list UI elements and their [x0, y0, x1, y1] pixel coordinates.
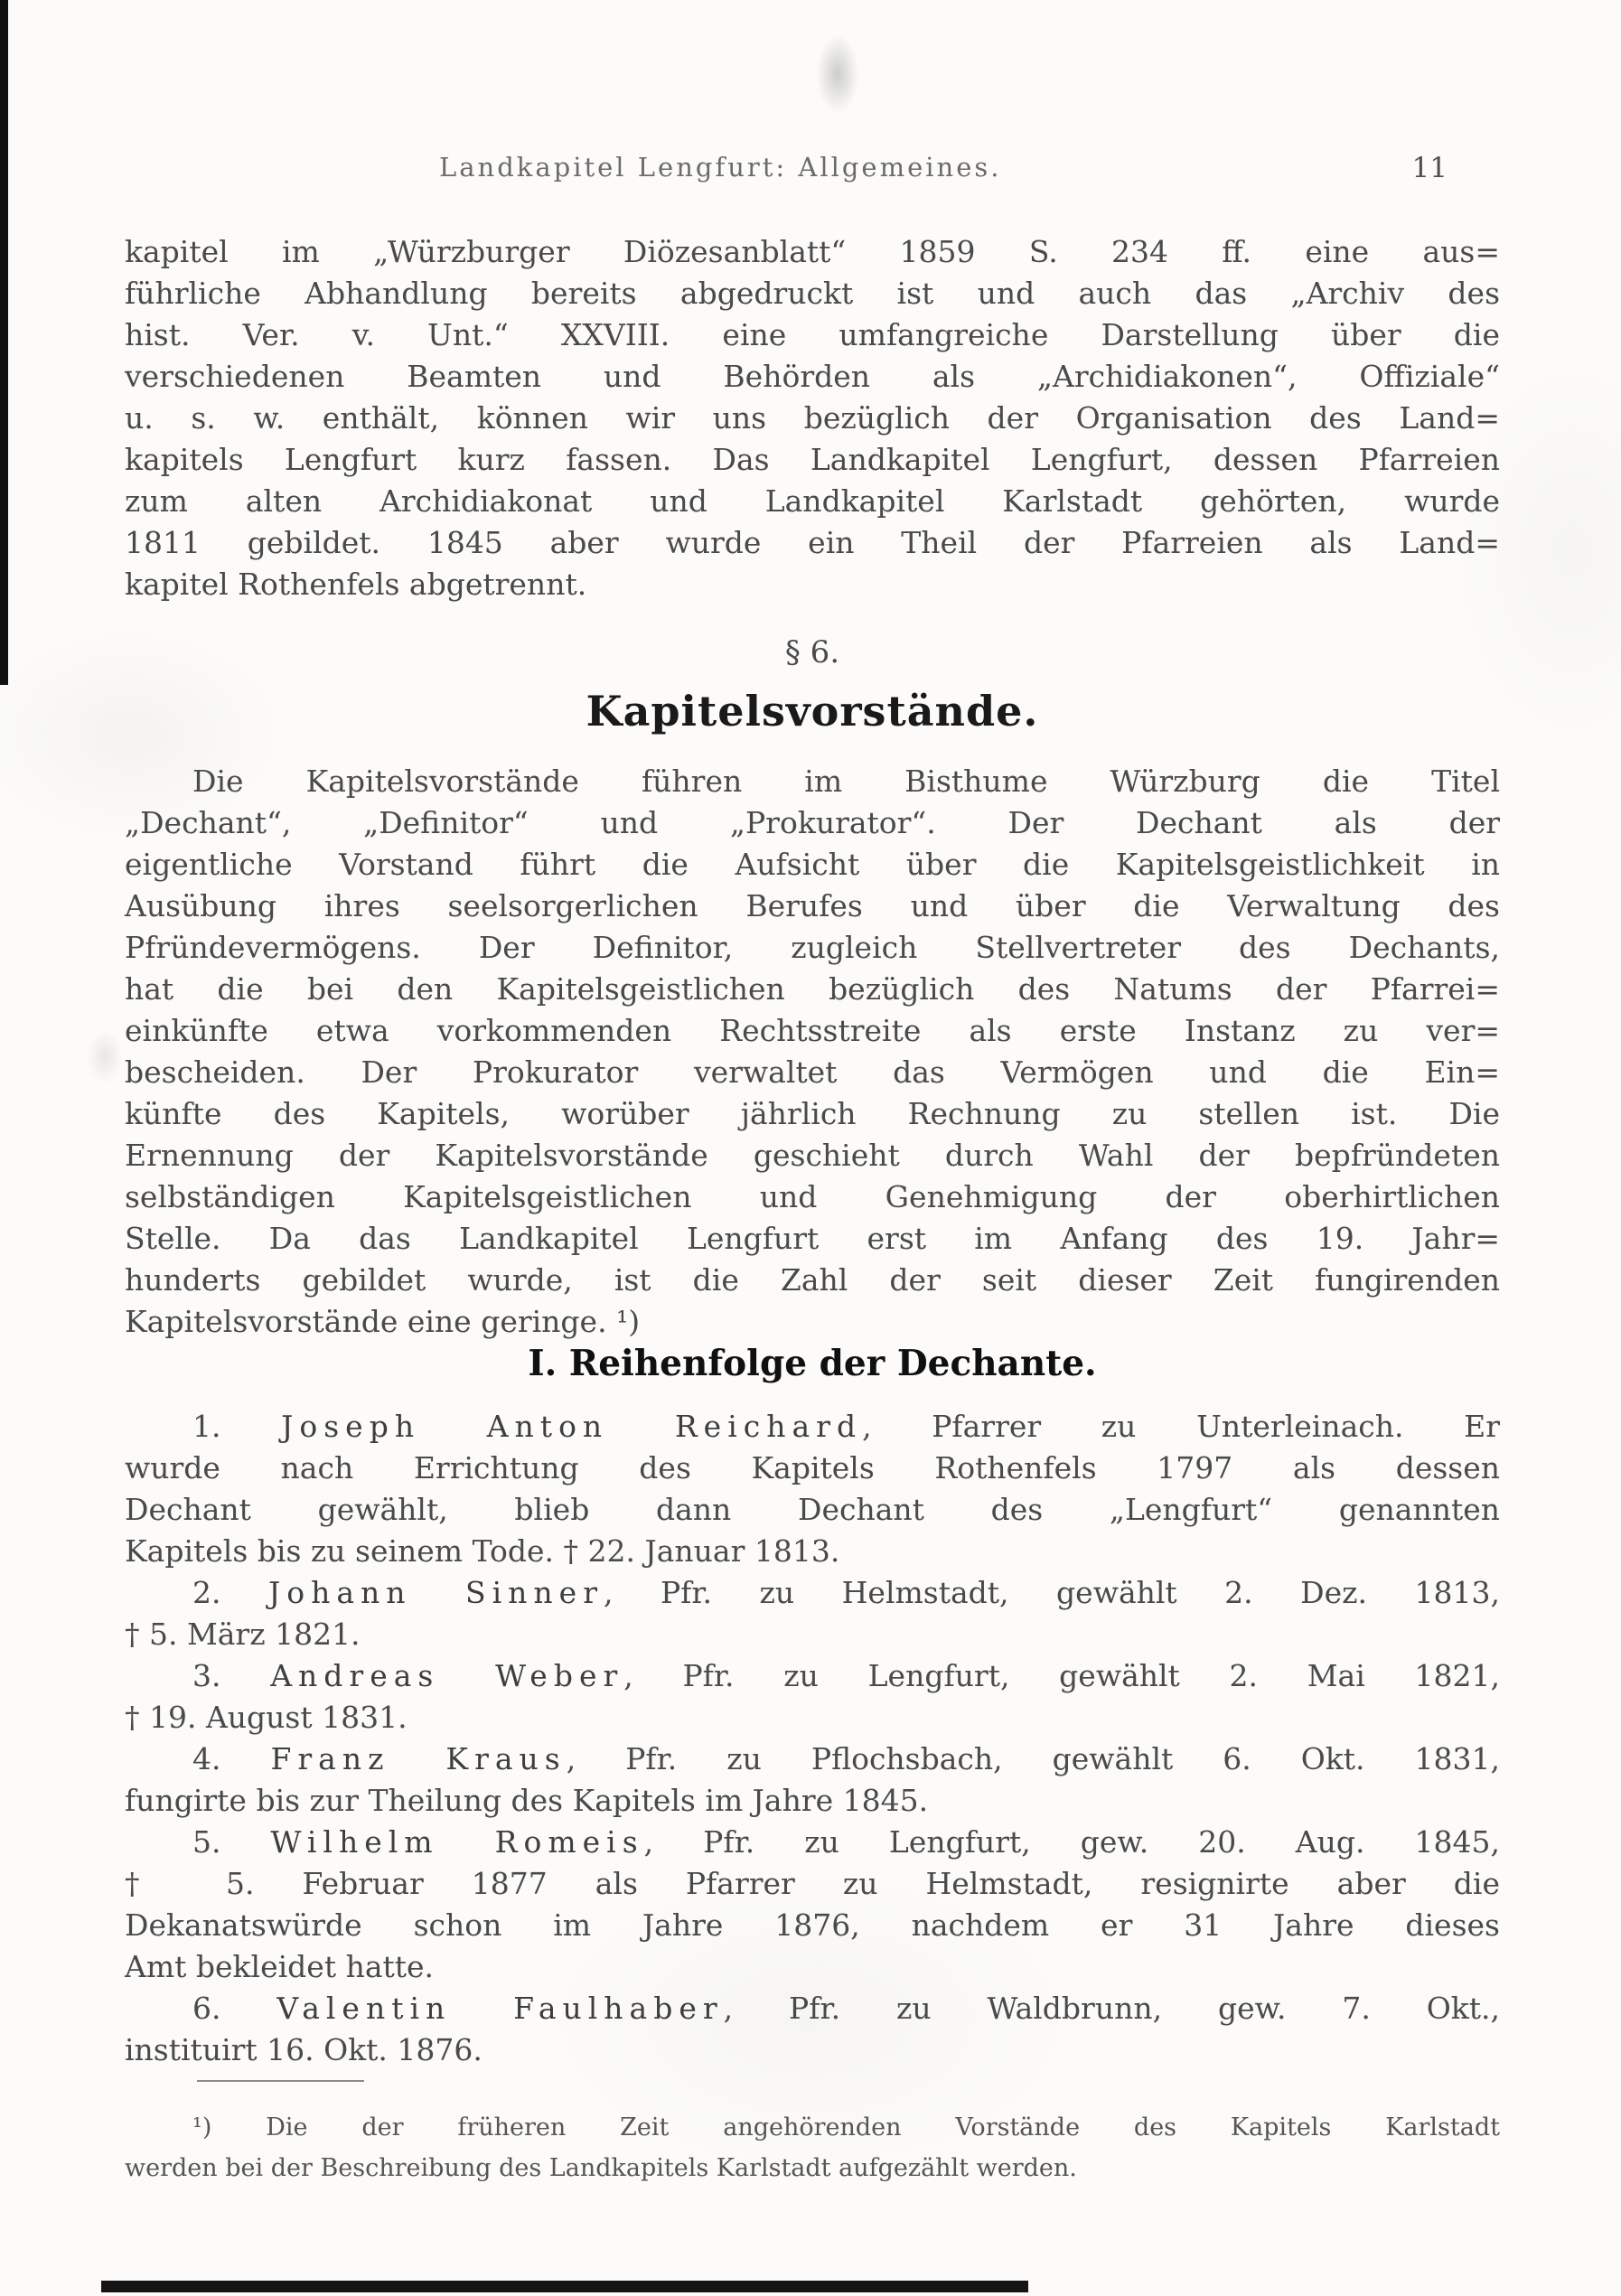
text-segment: hat die bei den Kapitelsgeistlichen bezüglich des Natums der Pfarrei= [125, 971, 1500, 1007]
footnote [125, 2107, 1500, 2188]
text-segment: Kapitelsvorstände eine geringe. ¹) [125, 1304, 641, 1339]
text-segment: , Pfr. zu Lengfurt, gewählt 2. Mai 1821, [623, 1658, 1500, 1693]
text-segment: 5. [192, 1824, 271, 1860]
text-segment: Die Kapitelsvorstände führen im Bisthume Würzburg die Titel [192, 764, 1500, 799]
text-segment: kapitel im „Würzburger Diözesanblatt“ 1859 S. 234 ff. eine aus= [125, 234, 1500, 269]
text-line [125, 314, 1500, 356]
text-line [125, 356, 1500, 398]
text-line [125, 273, 1500, 314]
person-name: Valentin Faulhaber [276, 1991, 724, 2026]
dechant-entry-6 [125, 1988, 1500, 2071]
text-line [125, 439, 1500, 481]
text-segment: 4. [192, 1741, 271, 1776]
text-segment: u. s. w. enthält, können wir uns bezüglich der Organisation des Land= [125, 400, 1500, 436]
text-segment: † 5. März 1821. [125, 1617, 361, 1652]
text-segment: Ausübung ihres seelsorgerlichen Berufes und über die Verwaltung des [125, 888, 1500, 923]
dechante-list [125, 1406, 1500, 2071]
text-segment: Stelle. Da das Landkapitel Lengfurt erst im Anfang des 19. Jahr= [125, 1221, 1500, 1256]
text-segment: ¹) Die der früheren Zeit angehörenden Vorstände des Kapitels Karlstadt [192, 2113, 1500, 2141]
text-line [125, 886, 1500, 927]
person-name: Johann Sinner [267, 1575, 604, 1610]
text-line [125, 1135, 1500, 1176]
text-segment: bescheiden. Der Prokurator verwaltet das Vermögen und die Ein= [125, 1054, 1500, 1090]
text-line [125, 564, 1500, 605]
text-segment: Dekanatswürde schon im Jahre 1876, nachdem er 31 Jahre dieses [125, 1907, 1500, 1943]
text-segment: 1. [192, 1409, 282, 1444]
text-line [125, 1946, 1500, 1988]
text-segment: hist. Ver. v. Unt.“ XXVIII. eine umfangreiche Darstellung über die [125, 317, 1500, 352]
text-segment: 1811 gebildet. 1845 aber wurde ein Theil der Pfarreien als Land= [125, 525, 1500, 560]
text-line [125, 1218, 1500, 1260]
text-segment: 2. [192, 1575, 268, 1610]
text-segment: Ernennung der Kapitelsvorstände geschieht durch Wahl der bepfründeten [125, 1138, 1500, 1173]
text-segment: fungirte bis zur Theilung des Kapitels im Jahre 1845. [125, 1783, 929, 1818]
text-segment: hunderts gebildet wurde, ist die Zahl der seit dieser Zeit fungirenden [125, 1262, 1500, 1298]
running-head-title: Landkapitel Lengfurt: Allgemeines. [439, 152, 1002, 183]
footnote-separator [197, 2080, 364, 2082]
text-line [125, 1822, 1500, 1863]
text-line [125, 398, 1500, 439]
person-name: Franz Kraus [270, 1741, 567, 1776]
page-number: 11 [1411, 152, 1448, 184]
text-line [125, 1052, 1500, 1093]
text-line [125, 481, 1500, 522]
dechant-entry-1 [125, 1406, 1500, 1572]
scan-smudge [816, 34, 859, 114]
text-line [125, 927, 1500, 969]
text-segment: , Pfr. zu Lengfurt, gew. 20. Aug. 1845, [643, 1824, 1500, 1860]
text-line [125, 1176, 1500, 1218]
text-line [125, 2107, 1500, 2148]
text-line [125, 1572, 1500, 1614]
text-line [125, 1448, 1500, 1489]
text-line [125, 1863, 1500, 1905]
text-segment: einkünfte etwa vorkommenden Rechtsstreite als erste Instanz zu ver= [125, 1013, 1500, 1048]
intro-paragraph [125, 231, 1500, 605]
person-name: Joseph Anton Reichard [281, 1409, 863, 1444]
text-segment: Kapitels bis zu seinem Tode. † 22. Januar 1813. [125, 1533, 840, 1569]
dechant-entry-2 [125, 1572, 1500, 1655]
text-segment: , Pfr. zu Pflochsbach, gewählt 6. Okt. 1831, [566, 1741, 1500, 1776]
text-segment: Amt bekleidet hatte. [125, 1949, 435, 1984]
text-line [125, 761, 1500, 802]
person-name: Andreas Weber [270, 1658, 624, 1693]
text-line [125, 1531, 1500, 1572]
text-line [125, 522, 1500, 564]
text-segment: wurde nach Errichtung des Kapitels Rothenfels 1797 als dessen [125, 1450, 1500, 1485]
text-line [125, 1301, 1500, 1343]
text-line [125, 1614, 1500, 1655]
running-head [125, 152, 1500, 192]
text-line [125, 1406, 1500, 1448]
scan-artifact-left-edge [0, 0, 8, 685]
text-segment: instituirt 16. Okt. 1876. [125, 2032, 483, 2067]
text-line [125, 969, 1500, 1010]
scan-artifact-bottom-edge [101, 2281, 1028, 2292]
text-segment: , Pfr. zu Waldbrunn, gew. 7. Okt., [723, 1991, 1501, 2026]
text-line [125, 1738, 1500, 1780]
text-segment: Pfründevermögens. Der Definitor, zugleich Stellvertreter des Dechants, [125, 930, 1500, 965]
text-segment: , Pfarrer zu Unterleinach. Er [862, 1409, 1501, 1444]
section-mark: § 6. [784, 634, 840, 670]
person-name: Wilhelm Romeis [270, 1824, 644, 1860]
text-line [125, 1093, 1500, 1135]
text-line [125, 231, 1500, 273]
text-segment: kapitel Rothenfels abgetrennt. [125, 567, 587, 602]
text-line [125, 1655, 1500, 1697]
text-line [125, 1988, 1500, 2029]
text-line [125, 2148, 1500, 2188]
text-line [125, 844, 1500, 886]
text-segment: werden bei der Beschreibung des Landkapitels Karlstadt aufgezählt werden. [125, 2154, 1077, 2182]
section6-paragraph [125, 761, 1500, 1343]
text-line [125, 1260, 1500, 1301]
text-line [125, 1780, 1500, 1822]
section-title: Kapitelsvorstände. [586, 687, 1039, 736]
text-segment: zum alten Archidiakonat und Landkapitel Karlstadt gehörten, wurde [125, 483, 1500, 519]
text-line [125, 1697, 1500, 1738]
text-segment: eigentliche Vorstand führt die Aufsicht über die Kapitelsgeistlichkeit in [125, 847, 1500, 882]
text-segment: verschiedenen Beamten und Behörden als „Archidiakonen“, Offiziale“ [125, 359, 1500, 394]
text-segment: künfte des Kapitels, worüber jährlich Rechnung zu stellen ist. Die [125, 1096, 1500, 1131]
text-line [125, 1905, 1500, 1946]
dechante-list-title: I. Reihenfolge der Dechante. [528, 1343, 1097, 1384]
text-segment: , Pfr. zu Helmstadt, gewählt 2. Dez. 1813, [603, 1575, 1500, 1610]
text-segment: „Dechant“, „Definitor“ und „Prokurator“. Der Dechant als der [125, 805, 1500, 840]
text-segment: 6. [192, 1991, 277, 2026]
text-segment: † 5. Februar 1877 als Pfarrer zu Helmstadt, resignirte aber die [125, 1866, 1500, 1901]
text-line [125, 1010, 1500, 1052]
text-segment: 3. [192, 1658, 271, 1693]
text-line [125, 2029, 1500, 2071]
dechant-entry-4 [125, 1738, 1500, 1822]
text-line [125, 802, 1500, 844]
text-segment: selbständigen Kapitelsgeistlichen und Genehmigung der oberhirtlichen [125, 1179, 1500, 1214]
text-segment: kapitels Lengfurt kurz fassen. Das Landkapitel Lengfurt, dessen Pfarreien [125, 442, 1500, 477]
text-segment: † 19. August 1831. [125, 1700, 408, 1735]
text-segment: Dechant gewählt, blieb dann Dechant des „Lengfurt“ genannten [125, 1492, 1500, 1527]
dechant-entry-5 [125, 1822, 1500, 1988]
text-segment: führliche Abhandlung bereits abgedruckt ist und auch das „Archiv des [125, 276, 1500, 311]
dechant-entry-3 [125, 1655, 1500, 1738]
scan-smudge [87, 1030, 123, 1084]
text-line [125, 1489, 1500, 1531]
